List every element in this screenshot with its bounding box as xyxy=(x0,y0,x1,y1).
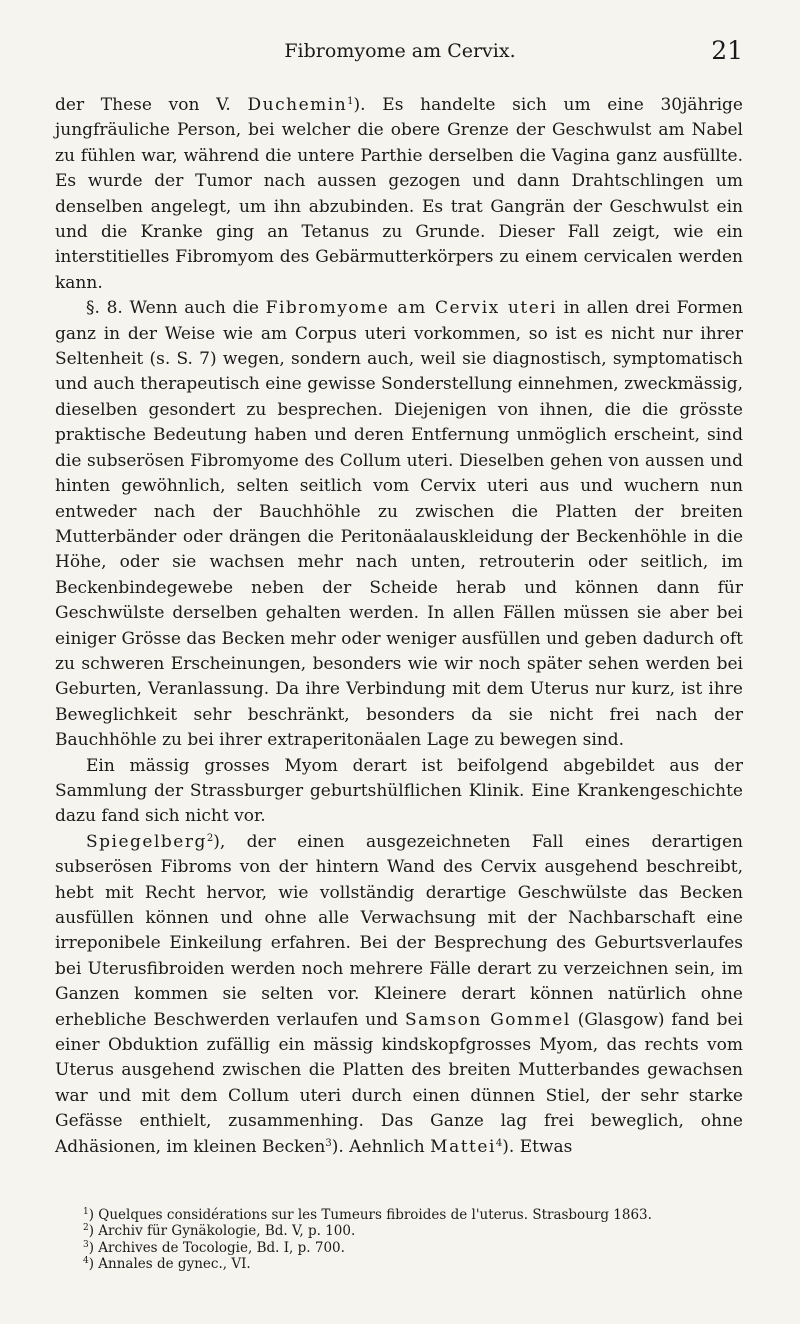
footnote-reference: 2 xyxy=(206,832,214,844)
text-run: ), der einen ausgezeichneten Fall eines derartigen subserösen Fibroms von der hintern Wand des Cervix ausgehend beschreibt, hebt mit Recht hervor, wie vollständig derartige Geschwülste das Becken ausfüllen können und ohne alle Verwachsung mit der Nachbarschaft eine irreponibele Einkeilung erfahren. Bei der Besprechung des Geburtsverlaufes bei Uterusfibroiden werden noch mehrere Fälle derart zu verzeichnen sein, im Ganzen kommen sie selten vor. Kleinere derart können natürlich ohne erhebliche Beschwerden verlaufen und xyxy=(55,831,743,1030)
footnote xyxy=(55,1240,743,1256)
footnote-reference: 1 xyxy=(347,96,354,107)
paragraph xyxy=(55,296,743,753)
footnote-reference: 4 xyxy=(495,1137,503,1149)
text-run: der These von V. xyxy=(55,95,248,115)
text-run: ). Etwas xyxy=(502,1136,573,1157)
footnote xyxy=(55,1223,743,1239)
text-run: Ein mässig grosses Myom derart ist beifolgend abgebildet aus der Sammlung der Strassburger geburtshülflichen Klinik. Eine Krankengeschichte dazu fand sich nicht vor. xyxy=(55,755,743,827)
footnote xyxy=(55,1207,743,1223)
footnote-text: ) Annales de gynec., VI. xyxy=(88,1256,251,1273)
footnote-text: ) Archiv für Gynäkologie, Bd. V, p. 100. xyxy=(88,1223,356,1240)
footnote-text: ) Quelques considérations sur les Tumeurs fibroides de l'uterus. Strasbourg 1863. xyxy=(88,1207,652,1223)
footnotes xyxy=(55,1207,743,1273)
footnote xyxy=(55,1256,743,1272)
footnote-marker: 1 xyxy=(83,1207,89,1217)
spaced-name: Mattei xyxy=(430,1136,496,1157)
running-title: Fibromyome am Cervix. xyxy=(284,40,516,62)
footnote-marker: 4 xyxy=(83,1256,89,1267)
text-run: ). Aehnlich xyxy=(331,1136,431,1157)
spaced-name: Fibromyome am Cervix uteri xyxy=(265,298,557,319)
footnote-marker: 2 xyxy=(83,1223,89,1234)
spaced-name: Duchemin xyxy=(247,95,348,115)
paragraph xyxy=(55,830,743,1160)
text-run: ). Es handelte sich um eine 30jährige jungfräuliche Person, bei welcher die obere Grenze der Geschwulst am Nabel zu fühlen war, während die untere Parthie derselben die Vagina ganz ausfüllte. Es wurde der Tumor nach aussen gezogen und dann Drahtschlingen um denselben angelegt, um ihn abzubinden. Es trat Gangrän der Geschwulst ein und die Kranke ging an Tetanus zu Grunde. Dieser Fall zeigt, wie ein interstitielles Fibromyom des Gebärmutterkörpers zu einem cervicalen werden kann. xyxy=(55,95,743,293)
footnote-text: ) Archives de Tocologie, Bd. I, p. 700. xyxy=(88,1239,345,1256)
paragraph xyxy=(55,754,743,830)
page-number: 21 xyxy=(711,36,743,65)
spaced-name: Spiegelberg xyxy=(86,831,207,852)
body-text xyxy=(55,93,743,1160)
footnote-marker: 3 xyxy=(83,1239,89,1250)
paragraph xyxy=(55,93,743,296)
text-run: in allen drei Formen ganz in der Weise wie am Corpus uteri vorkommen, so ist es nicht nur ihrer Seltenheit (s. S. 7) wegen, sondern auch, weil sie diagnostisch, symptomatisch und auch therapeutisch eine gewisse Sonderstellung einnehmen, zweckmässig, dieselben gesondert zu besprechen. Diejenigen von ihnen, die die grösste praktische Bedeutung haben und deren Entfernung unmöglich erscheint, sind die subserösen Fibromyome des Collum uteri. Dieselben gehen von aussen und hinten gewöhnlich, selten seitlich vom Cervix uteri aus und wuchern nun entweder nach der Bauchhöhle zu zwischen die Platten der breiten Mutterbänder oder drängen die Peritonäalauskleidung der Beckenhöhle in die Höhe, oder sie wachsen mehr nach unten, retrouterin oder seitlich, im Beckenbindegewebe neben der Scheide herab und können dann für Geschwülste derselben gehalten werden. In allen Fällen müssen sie aber bei einiger Grösse das Becken mehr oder weniger ausfüllen und geben dadurch oft zu schweren Erscheinungen, besonders wie wir noch später sehen werden bei Geburten, Veranlassung. Da ihre Verbindung mit dem Uterus nur kurz, ist ihre Beweglichkeit sehr beschränkt, besonders da sie nicht frei nach der Bauchhöhle zu bei ihrer extraperitonäalen Lage zu bewegen sind. xyxy=(55,298,743,751)
footnote-reference: 3 xyxy=(325,1137,332,1149)
spaced-name: Samson Gommel xyxy=(404,1009,571,1030)
text-run: (Glasgow) fand bei einer Obduktion zufällig ein mässig kindskopfgrosses Myom, das rechts vom Uterus ausgehend zwischen die Platten des breiten Mutterbandes gewachsen war und mit dem Collum uteri durch einen dünnen Stiel, der sehr starke Gefässe enthielt, zusammenhing. Das Ganze lag frei beweglich, ohne Adhäsionen, im kleinen Becken xyxy=(55,1009,743,1157)
text-run: §. 8. Wenn auch die xyxy=(86,298,266,319)
